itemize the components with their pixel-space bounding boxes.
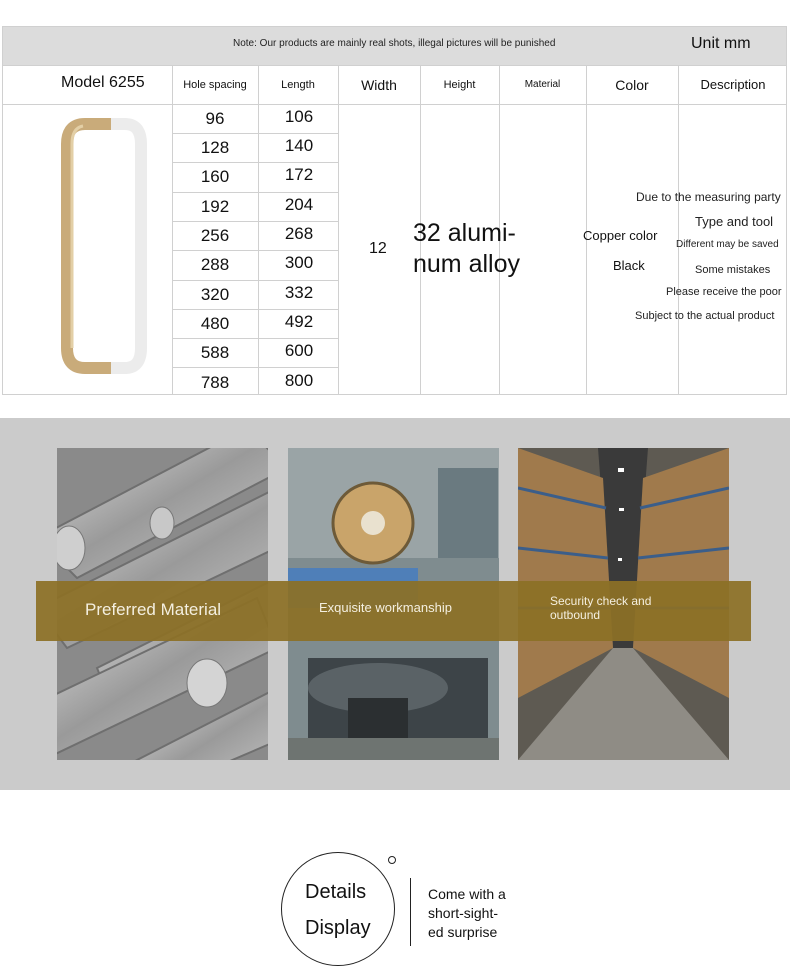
description-line: Due to the measuring party: [636, 190, 781, 204]
details-divider: [410, 878, 411, 946]
grid-line: [172, 221, 338, 222]
grid-line: [3, 104, 786, 105]
length-value: 332: [284, 283, 314, 302]
length-value: 106: [284, 107, 314, 126]
header-height: Height: [443, 78, 476, 91]
details-subtitle: [428, 885, 513, 942]
length-value: 600: [284, 341, 314, 360]
details-dot: [388, 856, 396, 864]
details-circle: [281, 852, 395, 966]
material-value: [413, 218, 520, 280]
material-line: 32 alumi-: [413, 219, 516, 247]
grid-line: [172, 367, 338, 368]
material-line: num alloy: [413, 250, 520, 278]
header-hole-spacing: Hole spacing: [183, 78, 247, 91]
description-line: Type and tool: [695, 214, 774, 229]
length-value: 300: [284, 253, 314, 272]
header-length: Length: [281, 78, 315, 91]
details-subtitle-line: ed surprise: [428, 924, 498, 940]
length-value: 172: [284, 165, 314, 184]
spec-table: [2, 26, 787, 395]
color-option: Copper color: [583, 228, 658, 243]
details-title: Display: [305, 917, 371, 939]
length-value: 800: [284, 371, 314, 390]
unit-label: Unit mm: [691, 35, 751, 52]
length-value: 140: [284, 136, 314, 155]
color-option: Black: [613, 258, 645, 273]
feature-caption: Exquisite workmanship: [319, 600, 452, 615]
description-line: Some mistakes: [695, 264, 771, 276]
hole-spacing-value: 788: [200, 373, 230, 392]
hole-spacing-value: 320: [200, 285, 230, 304]
model-label: Model 6255: [61, 74, 145, 91]
description-line: Subject to the actual product: [635, 310, 775, 322]
grid-line: [678, 65, 679, 394]
hole-spacing-value: 192: [200, 197, 230, 216]
grid-line: [172, 309, 338, 310]
hole-spacing-value: 288: [200, 255, 230, 274]
header-material: Material: [524, 79, 561, 90]
feature-caption: Preferred Material: [85, 600, 222, 619]
description-line: Please receive the poor: [666, 286, 782, 298]
note-text: Note: Our products are mainly real shots, illegal pictures will be punished: [233, 38, 556, 49]
header-width: Width: [361, 76, 397, 93]
hole-spacing-value: 96: [205, 109, 225, 128]
header-description: Description: [700, 77, 766, 92]
details-title: Details: [305, 881, 367, 903]
description-line: Different may be saved: [676, 239, 779, 250]
header-color: Color: [615, 76, 649, 93]
caption-bar: [36, 581, 751, 641]
grid-line: [172, 280, 338, 281]
hole-spacing-value: 160: [200, 167, 230, 186]
grid-line: [172, 192, 338, 193]
hole-spacing-value: 480: [200, 314, 230, 333]
length-value: 492: [284, 312, 314, 331]
length-value: 204: [284, 195, 314, 214]
feature-band: [0, 418, 790, 790]
feature-caption: Security check and outbound: [550, 594, 652, 622]
handle-image: [53, 112, 153, 382]
length-value: 268: [284, 224, 314, 243]
note-bar: [3, 27, 786, 65]
hole-spacing-value: 256: [200, 226, 230, 245]
hole-spacing-value: 128: [200, 138, 230, 157]
details-subtitle-line: Come with a: [428, 886, 506, 902]
grid-line: [172, 250, 338, 251]
grid-line: [172, 338, 338, 339]
width-value: 12: [369, 240, 387, 257]
grid-line: [172, 162, 338, 163]
grid-line: [172, 133, 338, 134]
details-subtitle-line: short-sight-: [428, 905, 499, 921]
hole-spacing-value: 588: [200, 343, 230, 362]
